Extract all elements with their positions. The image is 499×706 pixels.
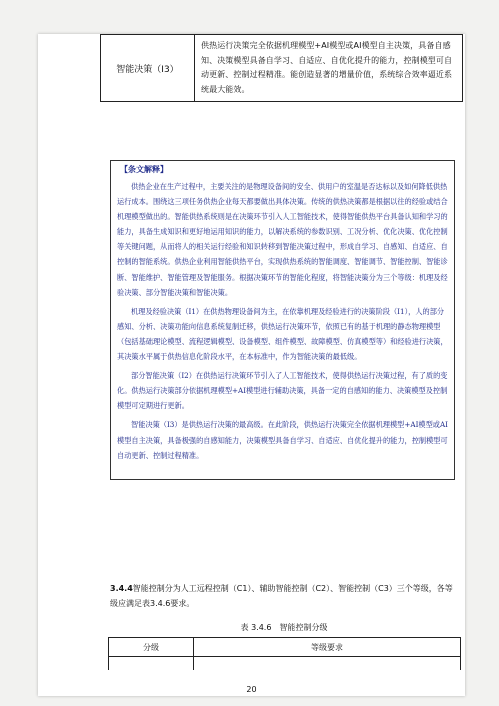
commentary-label: 【条文解释】 <box>120 165 168 174</box>
commentary-paragraph: 部分智能决策（I2）在供热运行决策环节引入了人工智能技术，使得供热运行决策过程，有了质的变化。供热运行决策部分依据机理模型+AI模型进行辅助决策，具备一定的自感知的能力、决策模型及控制模型可定期进行更新。 <box>117 371 448 411</box>
grade-requirement-cell: 供热运行决策完全依据机理模型+AI模型或AI模型自主决策，具备自感知、决策模型具备自学习、自适应、自优化提升的能力，控制模型可自动更新、控制过程精准。能创造显著的增量价值，系统综合效率逼近系统最大能效。 <box>195 35 463 102</box>
decision-grade-row-table <box>100 34 463 102</box>
clause-paragraph <box>110 582 458 611</box>
page-number: 20 <box>246 685 257 694</box>
table-cell <box>194 657 461 671</box>
table-row <box>109 657 461 671</box>
grade-label-cell: 智能决策（I3） <box>101 35 195 102</box>
table-row <box>101 35 463 102</box>
clause-text: 智能控制分为人工远程控制（C1）、辅助智能控制（C2）、智能控制（C3）三个等级，各等级应满足表3.4.6要求。 <box>110 584 453 608</box>
table-caption: 表 3.4.6 智能控制分级 <box>240 623 328 632</box>
commentary-paragraph: 智能决策（I3）是供热运行决策的最高级。在此阶段，供热运行决策完全依据机理模型+AI模型或AI模型自主决策，具备极强的自感知能力，决策模型具备自学习、自适应、自优化提升的能力，控制模型可自动更新、控制过程精准。 <box>117 420 448 460</box>
commentary-paragraph: 机理及经验决策（I1）在供热物理设备间为主，在依靠机理及经验进行的决策阶段（I1），人的部分感知、分析、决策功能向信息系统复制迁移，供热运行决策环节，依照已有的基于机理的静态物理模型（包括基础理论模型、流程逻辑模型、设备模型、组件模型、故障模型、仿真模型等）和经验进行决策，其决策水平属于供热信息化阶段水平，在本标准中，作为智能决策的最低级。 <box>117 306 448 362</box>
column-header-requirement: 等级要求 <box>194 638 461 657</box>
commentary-paragraph: 供热企业在生产过程中，主要关注的是物理设备间的安全、供用户的室温是否达标以及如何降低供热运行成本。围绕这三项任务供热企业每天都要做出具体决策。传统的供热决策都是根据以往的经验或结合机理模型做出的。智能供热系统则是在决策环节引入人工智能技术，使得智能供热平台具备认知和学习的能力，具备生成知识和更好地运用知识的能力，以解决系统的参数识别、工况分析、优化决策、优化控制等关键问题，从而将人的相关运行经验和知识转移到智能决策过程中，形成自学习、自感知、自适应、自控制的智能系统。供热企业利用智能供热平台，实现供热系统的智能调度、智能调节、智能控制、智能诊断、智能维护、智能管理及智能服务。根据决策环节的智能化程度，将智能决策分为三个等级：机理及经验决策、部分智能决策和智能决策。 <box>117 182 448 297</box>
clause-number: 3.4.4 <box>110 584 133 593</box>
control-grade-table <box>108 637 461 670</box>
table-header-row <box>109 638 461 657</box>
column-header-grade: 分级 <box>109 638 194 657</box>
table-cell <box>109 657 194 671</box>
commentary-text <box>117 179 449 463</box>
document-page <box>38 34 465 696</box>
commentary-box <box>110 160 455 480</box>
